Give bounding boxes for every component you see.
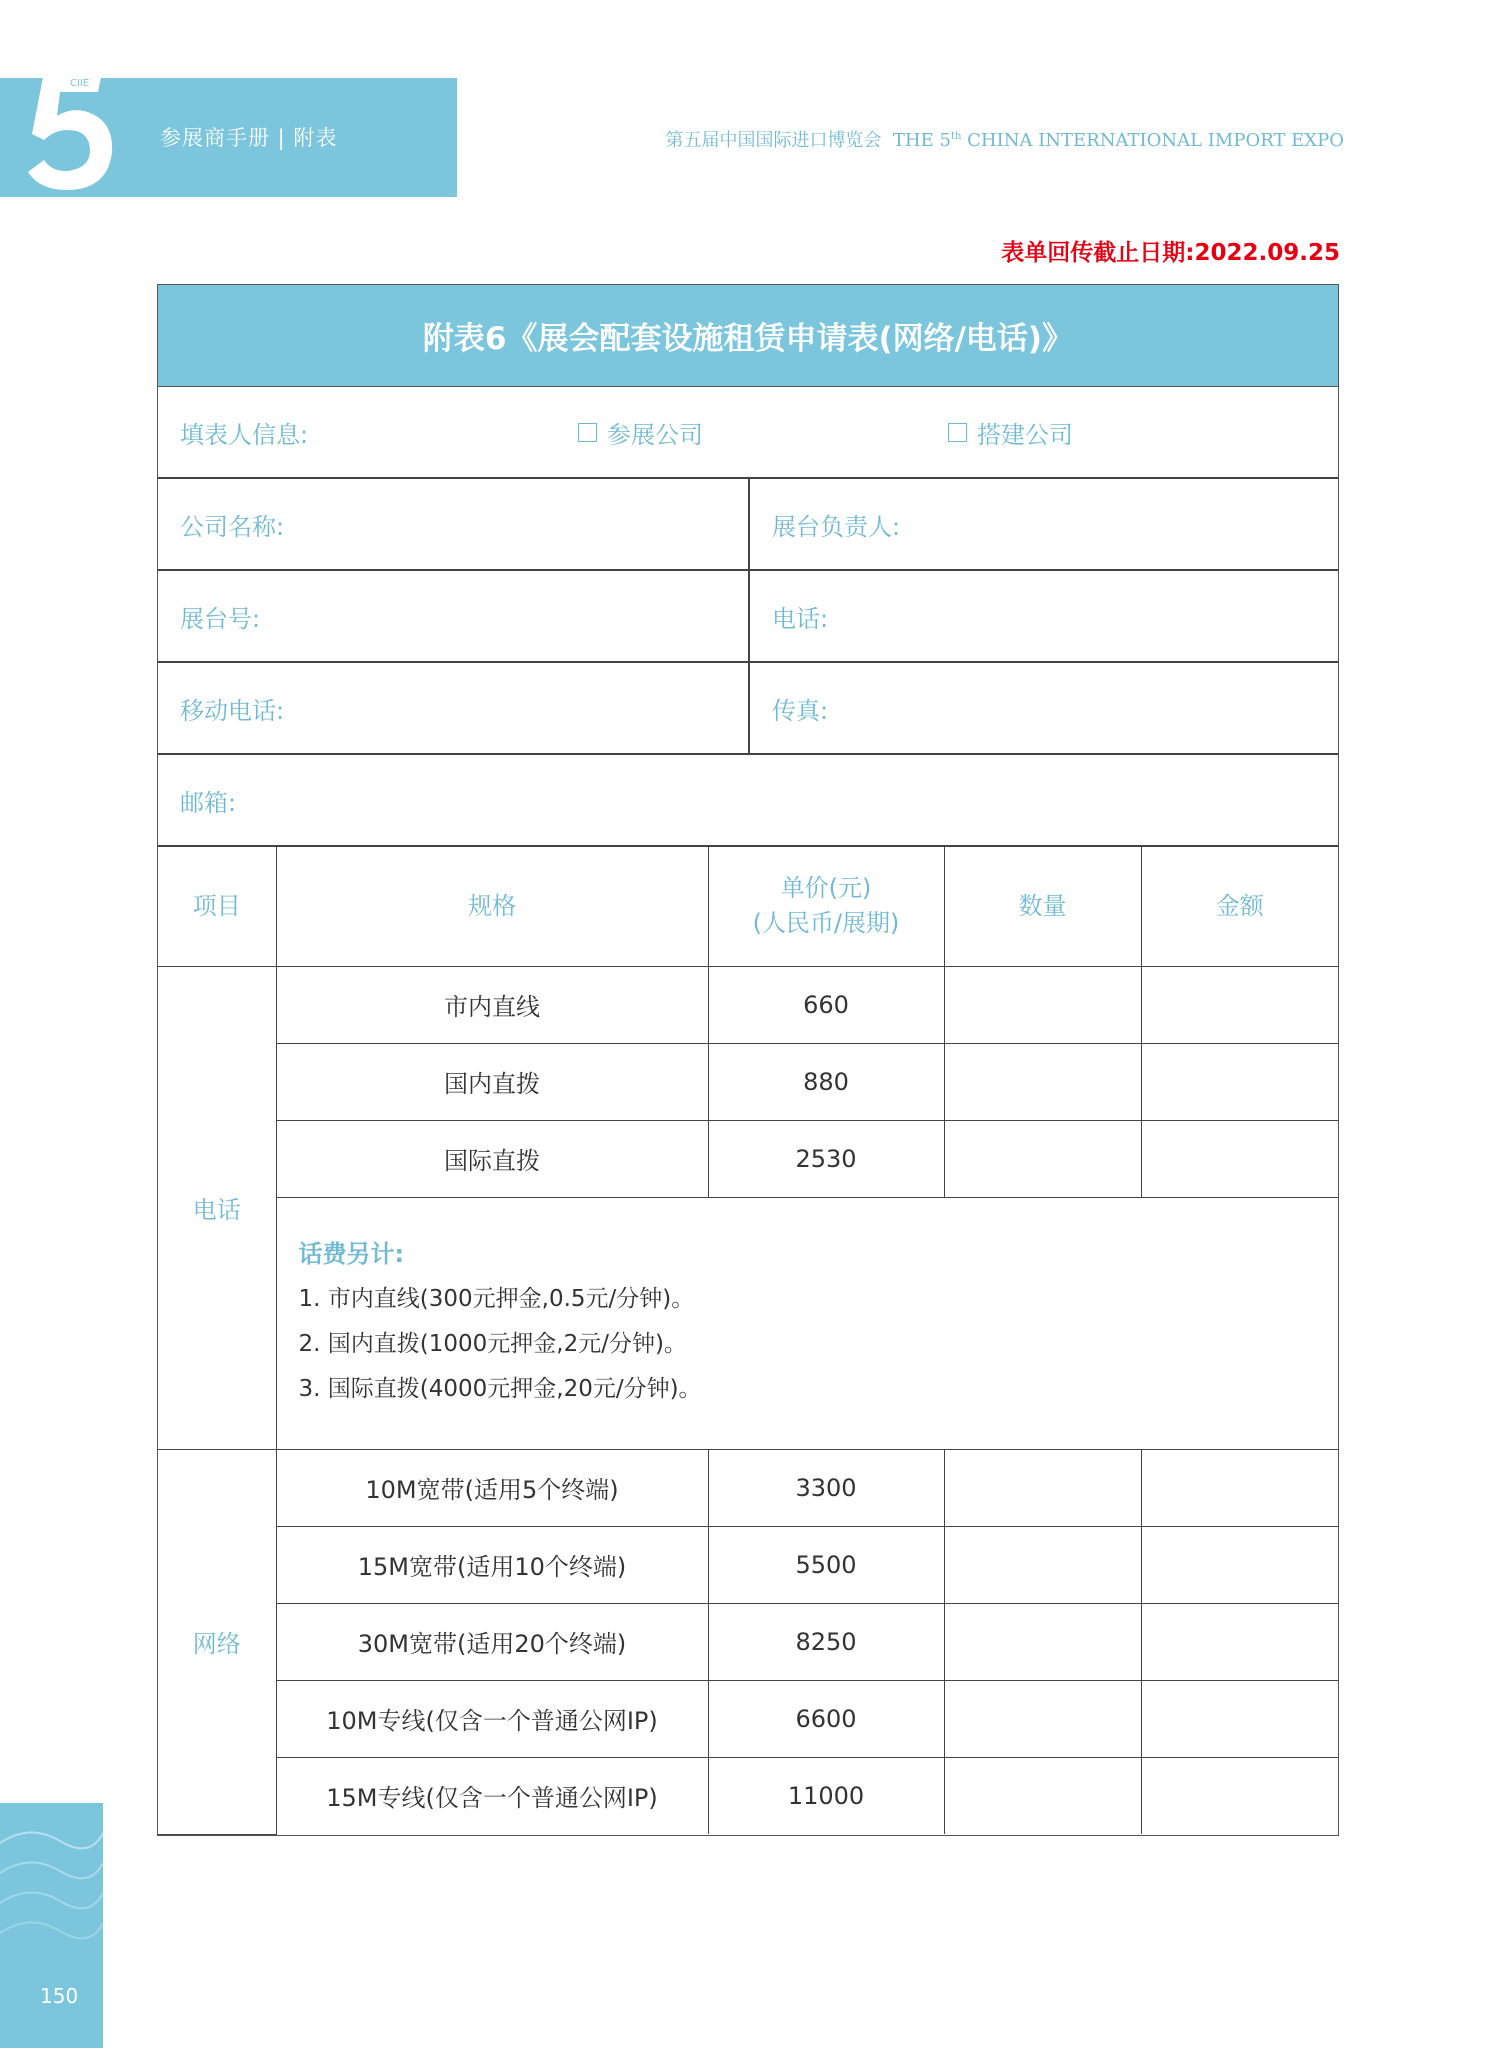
spec-cell: 30M宽带(适用20个终端) [276,1603,708,1680]
quantity-input[interactable] [944,1120,1141,1197]
filler-info-row [158,387,1338,479]
email-field[interactable]: 邮箱: [180,788,237,817]
event-title-en-post: CHINA INTERNATIONAL IMPORT EXPO [961,130,1344,151]
note-line: 1. 市内直线(300元押金,0.5元/分钟)。 [298,1285,695,1312]
price-cell: 8250 [708,1603,944,1680]
wave-pattern-icon [0,1803,103,2048]
spec-cell: 15M专线(仅含一个普通公网IP) [276,1757,708,1834]
call-charges-notes [276,1197,1338,1449]
page-number: 150 [40,1984,79,2008]
price-cell: 3300 [708,1449,944,1526]
header-section-title: 参展商手册 | 附表 [160,126,338,150]
price-cell: 6600 [708,1680,944,1757]
exhibitor-checkbox[interactable] [578,423,597,442]
header-price-line2: (人民币/展期) [752,909,900,938]
amount-input[interactable] [1141,966,1338,1043]
decorative-strip [0,1803,103,2048]
quantity-input[interactable] [944,966,1141,1043]
quantity-input[interactable] [944,1680,1141,1757]
note-line: 3. 国际直拨(4000元押金,20元/分钟)。 [298,1375,702,1402]
quantity-input[interactable] [944,1043,1141,1120]
company-name-field[interactable]: 公司名称: [180,512,285,541]
company-row [158,479,1338,571]
exhibitor-option-label: 参展公司 [607,420,703,449]
event-title-en-sup: th [950,131,962,142]
filler-label: 填表人信息: [180,420,309,449]
table-row [158,1757,1338,1834]
booth-row [158,571,1338,663]
phone-field[interactable]: 电话: [748,571,1338,661]
phone-group-label: 电话 [158,966,276,1449]
builder-option-label: 搭建公司 [977,420,1073,449]
mobile-field[interactable]: 移动电话: [180,696,285,725]
table-row [158,1680,1338,1757]
form-title: 附表6《展会配套设施租赁申请表(网络/电话)》 [158,285,1338,387]
event-title-cn: 第五届中国国际进口博览会 [665,130,882,151]
table-row [158,1603,1338,1680]
network-group-label: 网络 [158,1449,276,1834]
price-cell: 5500 [708,1526,944,1603]
note-line: 2. 国内直拨(1000元押金,2元/分钟)。 [298,1330,687,1357]
quantity-input[interactable] [944,1757,1141,1834]
price-cell: 2530 [708,1120,944,1197]
spec-cell: 市内直线 [276,966,708,1043]
notes-title: 话费另计: [298,1239,405,1268]
notes-row [158,1197,1338,1449]
price-cell: 660 [708,966,944,1043]
amount-input[interactable] [1141,1680,1338,1757]
quantity-input[interactable] [944,1603,1141,1680]
spec-cell: 国内直拨 [276,1043,708,1120]
table-row [158,1043,1338,1120]
amount-input[interactable] [1141,1526,1338,1603]
application-form [157,284,1339,1836]
header-spec: 规格 [276,847,708,966]
header-price [708,847,944,966]
booth-number-field[interactable]: 展台号: [180,604,261,633]
spec-cell: 15M宽带(适用10个终端) [276,1526,708,1603]
table-header-row [158,847,1338,966]
spec-cell: 10M宽带(适用5个终端) [276,1449,708,1526]
table-row [158,1526,1338,1603]
ciie-logo-icon [22,64,120,194]
fax-field[interactable]: 传真: [748,663,1338,753]
header-amount: 金额 [1141,847,1338,966]
items-table-wrapper [158,847,1338,1835]
mobile-row [158,663,1338,755]
spec-cell: 国际直拨 [276,1120,708,1197]
amount-input[interactable] [1141,1120,1338,1197]
header-item: 项目 [158,847,276,966]
table-row [158,1449,1338,1526]
amount-input[interactable] [1141,1449,1338,1526]
quantity-input[interactable] [944,1449,1141,1526]
exhibitor-option[interactable] [578,387,703,477]
deadline-notice: 表单回传截止日期:2022.09.25 [1001,240,1340,266]
price-cell: 11000 [708,1757,944,1834]
price-cell: 880 [708,1043,944,1120]
spec-cell: 10M专线(仅含一个普通公网IP) [276,1680,708,1757]
logo-text: CIIE [70,78,90,89]
event-title-en-pre: THE 5 [892,130,951,151]
items-table [158,847,1338,1835]
header-quantity: 数量 [944,847,1141,966]
table-row [158,1120,1338,1197]
amount-input[interactable] [1141,1757,1338,1834]
booth-manager-field[interactable]: 展台负责人: [748,479,1338,569]
header-price-line1: 单价(元) [780,874,872,903]
email-row [158,755,1338,847]
builder-option[interactable] [948,387,1073,477]
table-row [158,966,1338,1043]
quantity-input[interactable] [944,1526,1141,1603]
amount-input[interactable] [1141,1043,1338,1120]
event-title [665,126,1344,152]
builder-checkbox[interactable] [948,423,967,442]
amount-input[interactable] [1141,1603,1338,1680]
